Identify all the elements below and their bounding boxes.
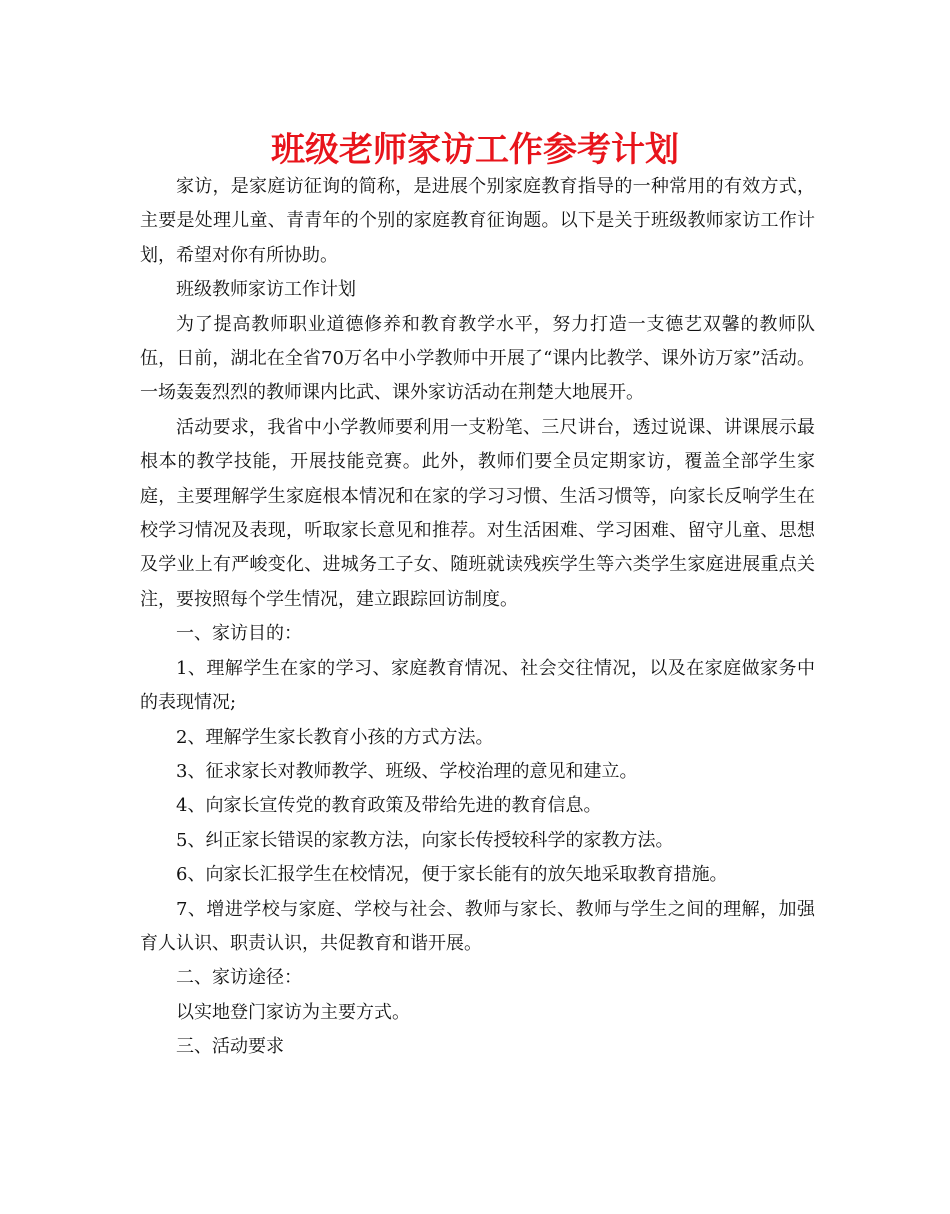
list-item: 3、征求家长对教师教学、班级、学校治理的意见和建立。 [176, 760, 638, 782]
document-title: 班级老师家访工作参考计划 [271, 130, 679, 170]
list-item: 4、向家长宣传党的教育政策及带给先进的教育信息。 [176, 795, 602, 817]
section-heading-approach: 二、家访途径： [176, 967, 302, 989]
section-heading-requirements: 三、活动要求 [176, 1036, 284, 1058]
intro-paragraph: 家访，是家庭访征询的简称，是进展个别家庭教育指导的一种常用的有效方式，主要是处理儿童、青青年的个别的家庭教育征询题。以下是关于班级教师家访工作计划，希望对你有所协助。 [140, 176, 815, 266]
list-item: 7、增进学校与家庭、学校与社会、教师与家长、教师与学生之间的理解，加强育人认识、职责认识，共促教育和谐开展。 [140, 898, 815, 954]
body-paragraph: 活动要求，我省中小学教师要利用一支粉笔、三尺讲台，透过说课、讲课展示最根本的教学技能，开展技能竞赛。此外，教师们要全员定期家访，覆盖全部学生家庭，主要理解学生家庭根本情况和在家的学习习惯、生活习惯等，向家长反响学生在校学习情况及表现，听取家长意见和推荐。对生活困难、学习困难、留守儿童、思想及学业上有严峻变化、进城务工子女、随班就读残疾学生等六类学生家庭进展重点关注，要按照每个学生情况，建立跟踪回访制度。 [140, 416, 815, 610]
list-item: 1、理解学生在家的学习、家庭教育情况、社会交往情况，以及在家庭做家务中的表现情况; [140, 657, 815, 714]
body-paragraph: 为了提高教师职业道德修养和教育教学水平，努力打造一支德艺双馨的教师队伍，日前，湖北在全省70万名中小学教师中开展了“课内比教学、课外访万家”活动。一场轰轰烈烈的教师课内比武、课外家访活动在荆楚大地展开。 [140, 313, 815, 404]
list-item: 5、纠正家长错误的家教方法，向家长传授较科学的家教方法。 [176, 829, 674, 851]
body-paragraph: 以实地登门家访为主要方式。 [176, 1001, 410, 1023]
section-heading: 班级教师家访工作计划 [176, 279, 356, 301]
document-body [140, 170, 815, 1065]
list-item: 6、向家长汇报学生在校情况，便于家长能有的放矢地采取教育措施。 [176, 864, 728, 886]
section-heading-purpose: 一、家访目的： [176, 623, 302, 645]
list-item: 2、理解学生家长教育小孩的方式方法。 [176, 726, 494, 748]
